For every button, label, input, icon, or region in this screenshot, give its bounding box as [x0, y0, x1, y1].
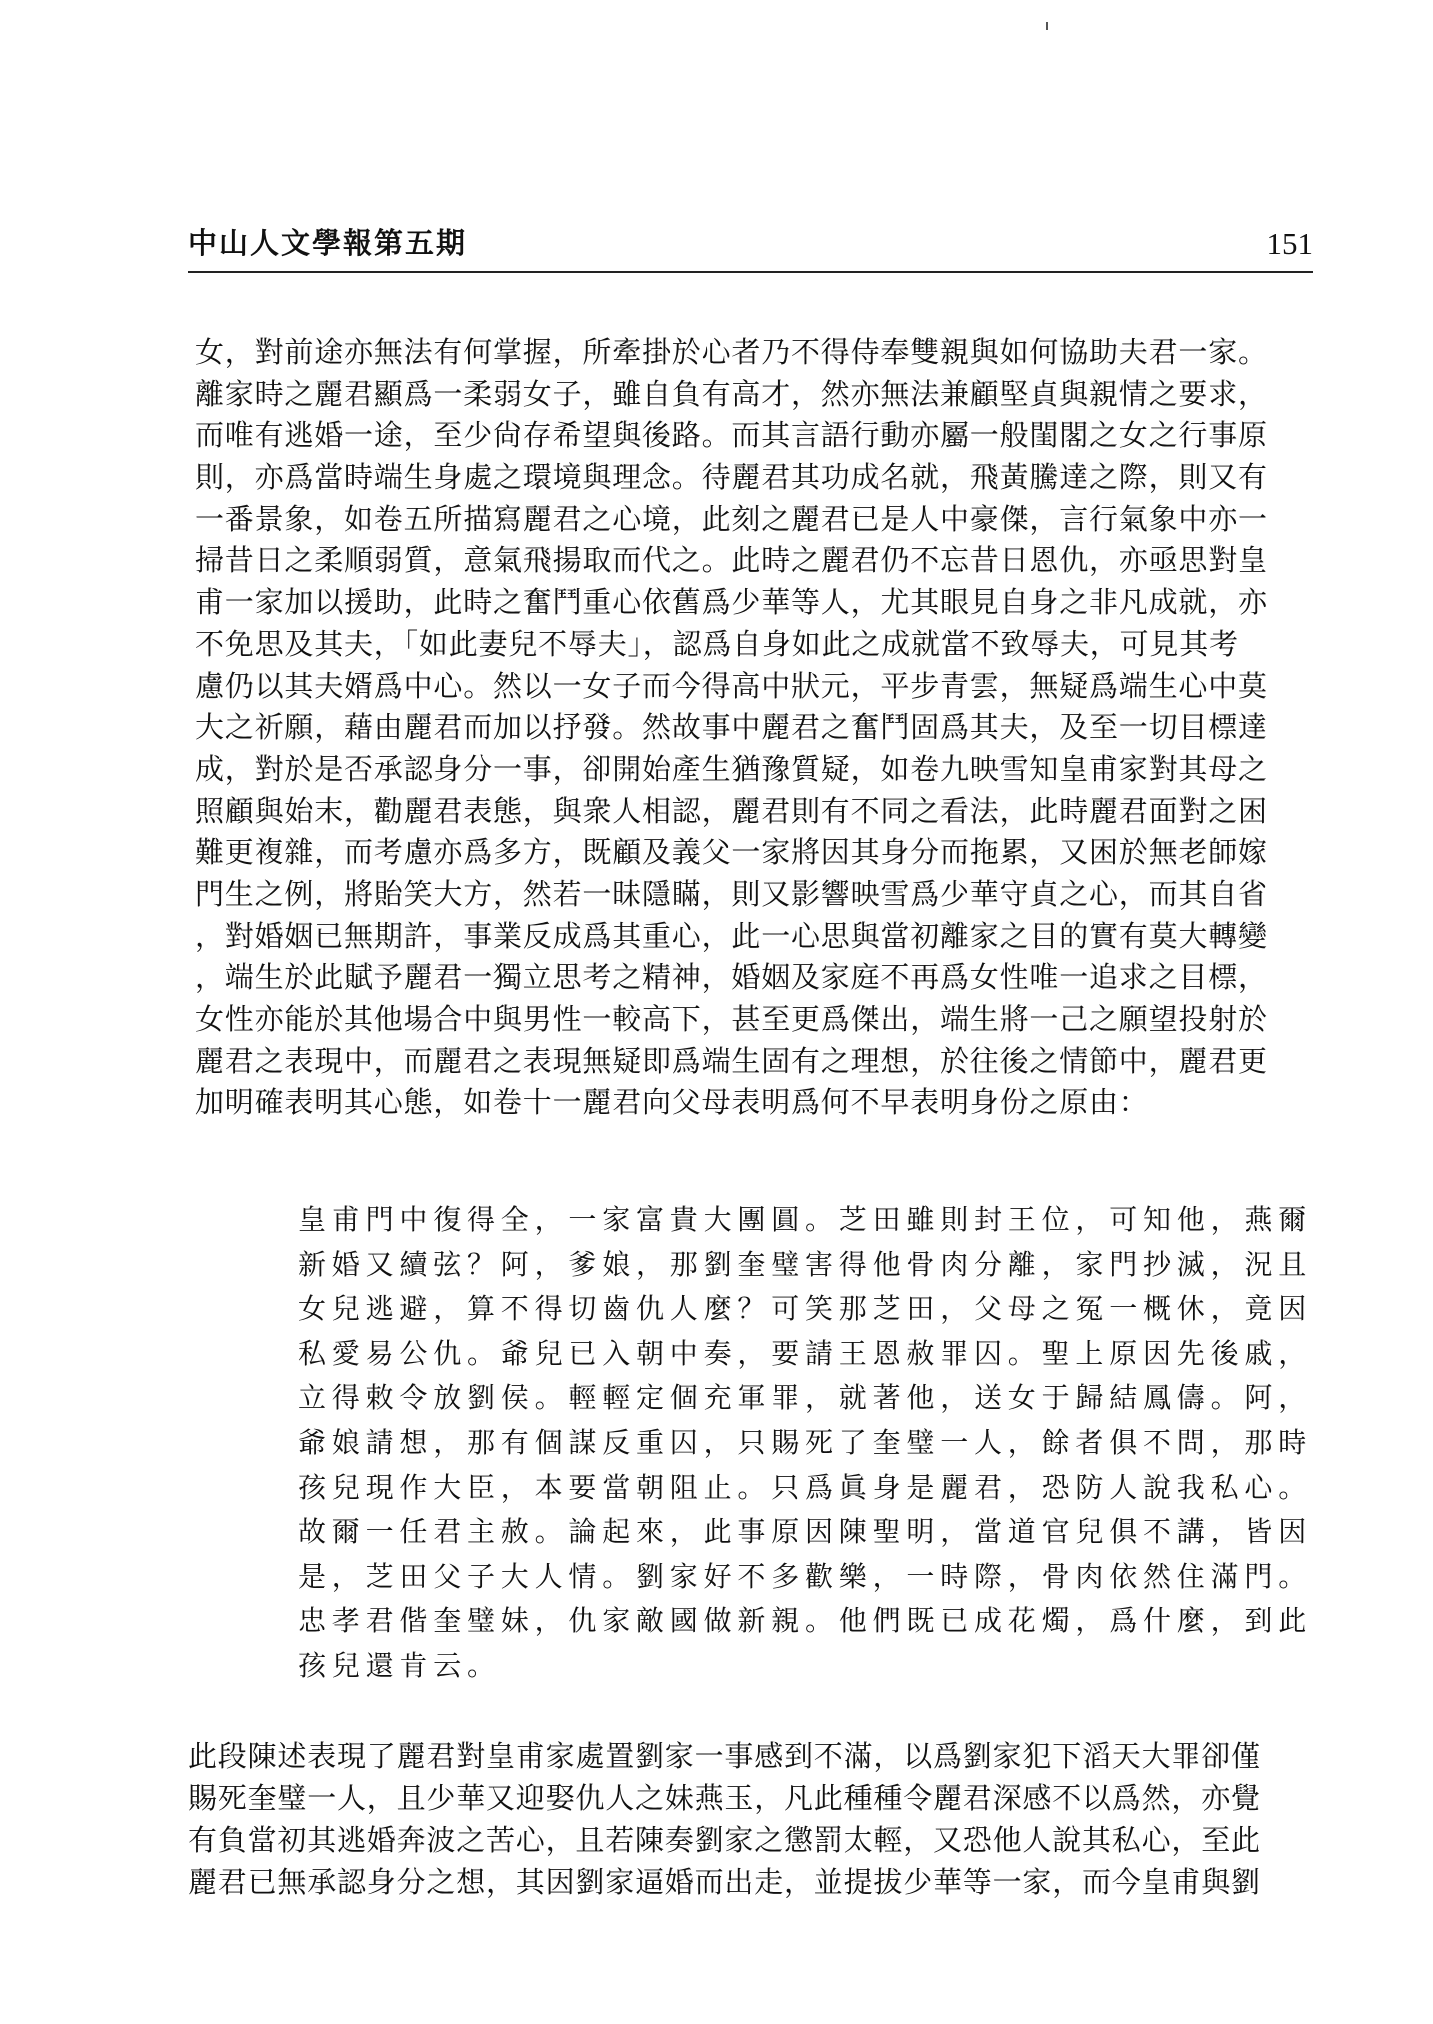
body-line: 成，對於是否承認身分一事，卻開始產生猶豫質疑，如卷九映雪知皇甫家對其母之	[195, 751, 1268, 786]
body-line: 離家時之麗君顯爲一柔弱女子，雖自負有高才，然亦無法兼顧堅貞與親情之要求，	[195, 376, 1268, 411]
body-line: 有負當初其逃婚奔波之苦心，且若陳奏劉家之懲罰太輕，又恐他人說其私心，至此	[188, 1823, 1261, 1857]
quote-line: 忠孝君偕奎璧妹，仇家敵國做新親。他們既已成花燭，爲什麼，到此	[298, 1604, 1313, 1638]
body-line: 不免思及其夫，「如此妻兒不辱夫」，認爲自身如此之成就當不致辱夫，可見其考	[195, 626, 1239, 661]
body-line: 此段陳述表現了麗君對皇甫家處置劉家一事感到不滿，以爲劉家犯下滔天大罪卻僅	[188, 1739, 1261, 1773]
body-line: 麗君已無承認身分之想，其因劉家逼婚而出走，並提拔少華等一家，而今皇甫與劉	[188, 1865, 1261, 1899]
body-line: 麗君之表現中，而麗君之表現無疑即爲端生固有之理想，於往後之情節中，麗君更	[195, 1043, 1268, 1078]
scan-speck	[1046, 22, 1048, 30]
body-line: 慮仍以其夫婿爲中心。然以一女子而今得高中狀元，平步青雲，無疑爲端生心中莫	[195, 668, 1268, 703]
journal-title: 中山人文學報第五期	[188, 226, 468, 260]
running-header	[188, 222, 1313, 262]
header-rule	[188, 271, 1313, 273]
body-line: 女，對前途亦無法有何掌握，所牽掛於心者乃不得侍奉雙親與如何協助夫君一家。	[195, 335, 1268, 369]
quote-line: 新婚又續弦？阿，爹娘，那劉奎璧害得他骨肉分離，家門抄滅，況且	[298, 1247, 1313, 1281]
body-line: ，對婚姻已無期許，事業反成爲其重心，此一心思與當初離家之目的實有莫大轉變	[195, 918, 1268, 953]
page-number: 151	[1266, 226, 1313, 261]
quote-line: 爺娘請想，那有個謀反重囚，只賜死了奎璧一人，餘者俱不問，那時	[298, 1425, 1313, 1459]
quote-line: 故爾一任君主赦。論起來，此事原因陳聖明，當道官兒俱不講，皆因	[298, 1515, 1313, 1549]
quote-line: 是，芝田父子大人情。劉家好不多歡樂，一時際，骨肉依然住滿門。	[298, 1559, 1313, 1593]
body-line: 賜死奎璧一人，且少華又迎娶仇人之妹燕玉，凡此種種令麗君深感不以爲然，亦覺	[188, 1781, 1261, 1815]
body-line: 而唯有逃婚一途，至少尙存希望與後路。而其言語行動亦屬一般閨閣之女之行事原	[195, 418, 1268, 453]
quote-line: 孩兒現作大臣，本要當朝阻止。只爲眞身是麗君，恐防人說我私心。	[298, 1470, 1313, 1504]
body-line: 門生之例，將貽笑大方，然若一昧隱瞞，則又影響映雪爲少華守貞之心，而其自省	[195, 876, 1268, 911]
body-line: 加明確表明其心態，如卷十一麗君向父母表明爲何不早表明身份之原由：	[195, 1085, 1149, 1120]
quote-line: 皇甫門中復得全，一家富貴大團圓。芝田雖則封王位，可知他，燕爾	[298, 1203, 1313, 1236]
quote-line: 立得敕令放劉侯。輕輕定個充軍罪，就著他，送女于歸結鳳儔。阿，	[298, 1381, 1313, 1415]
body-line: ，端生於此賦予麗君一獨立思考之精神，婚姻及家庭不再爲女性唯一追求之目標，	[195, 960, 1268, 995]
quote-line: 女兒逃避，算不得切齒仇人麼？可笑那芝田，父母之冤一概休，竟因	[298, 1292, 1313, 1326]
body-line: 女性亦能於其他場合中與男性一較高下，甚至更爲傑出，端生將一己之願望投射於	[195, 1002, 1268, 1036]
quote-line: 私愛易公仇。爺兒已入朝中奏，要請王恩赦罪囚。聖上原因先後戚，	[298, 1336, 1313, 1370]
block-quotation	[298, 1198, 1318, 1689]
body-paragraph	[195, 332, 1315, 1124]
body-line: 則，亦爲當時端生身處之環境與理念。待麗君其功成名就，飛黃騰達之際，則又有	[195, 460, 1268, 495]
closing-paragraph	[188, 1735, 1318, 1903]
body-line: 大之祈願，藉由麗君而加以抒發。然故事中麗君之奮鬥固爲其夫，及至一切目標達	[195, 710, 1268, 745]
body-line: 掃昔日之柔順弱質，意氣飛揚取而代之。此時之麗君仍不忘昔日恩仇，亦亟思對皇	[195, 543, 1268, 578]
quote-line: 孩兒還肯云。	[298, 1648, 501, 1682]
body-line: 難更複雜，而考慮亦爲多方，既顧及義父一家將因其身分而拖累，又困於無老師嫁	[195, 835, 1268, 870]
body-line: 一番景象，如卷五所描寫麗君之心境，此刻之麗君已是人中豪傑，言行氣象中亦一	[195, 501, 1268, 536]
body-line: 甫一家加以援助，此時之奮鬥重心依舊爲少華等人，尤其眼見自身之非凡成就，亦	[195, 585, 1268, 620]
body-line: 照顧與始末，勸麗君表態，與衆人相認，麗君則有不同之看法，此時麗君面對之困	[195, 793, 1268, 828]
